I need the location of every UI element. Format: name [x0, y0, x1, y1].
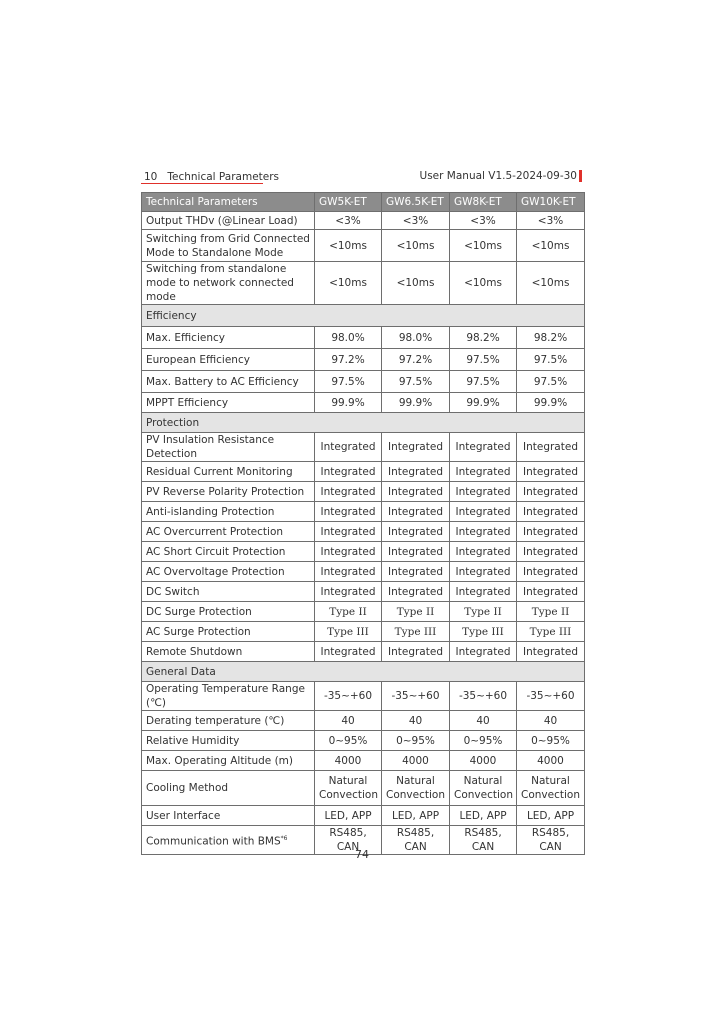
- parameter-name: [142, 371, 315, 393]
- parameter-name: [142, 751, 315, 771]
- parameter-label: AC Overvoltage Protection: [146, 565, 285, 578]
- parameter-value: Type III: [315, 622, 382, 642]
- section-row: [142, 662, 585, 682]
- parameter-name: [142, 562, 315, 582]
- parameter-label: Remote Shutdown: [146, 645, 243, 658]
- parameter-label: Operating Temperature Range (℃): [146, 683, 305, 709]
- parameter-name: [142, 462, 315, 482]
- table-row: [142, 806, 585, 826]
- parameter-value: <3%: [517, 212, 585, 230]
- table-row: [142, 230, 585, 262]
- parameter-value: Integrated: [315, 462, 382, 482]
- parameter-value: Integrated: [382, 522, 450, 542]
- table-row: [142, 327, 585, 349]
- parameter-label: Derating temperature (℃): [146, 714, 285, 727]
- parameter-value: 99.9%: [517, 393, 585, 413]
- parameter-value: 4000: [315, 751, 382, 771]
- manual-version: User Manual V1.5-2024-09-30: [419, 170, 577, 182]
- parameter-value: 4000: [517, 751, 585, 771]
- parameter-value: Natural Convection: [382, 771, 450, 806]
- column-header-gw10k: GW10K-ET: [517, 193, 585, 212]
- table-row: [142, 502, 585, 522]
- parameter-value: 97.5%: [517, 371, 585, 393]
- parameter-name: [142, 522, 315, 542]
- parameter-value: <3%: [382, 212, 450, 230]
- parameter-label: Switching from standalone mode to network connected mode: [146, 263, 294, 303]
- section-label: General Data: [142, 662, 585, 682]
- table-row: [142, 542, 585, 562]
- parameter-name: [142, 642, 315, 662]
- table-row: [142, 582, 585, 602]
- parameter-value: 98.2%: [517, 327, 585, 349]
- parameter-value: 99.9%: [315, 393, 382, 413]
- table-row: [142, 731, 585, 751]
- parameter-value: 97.5%: [450, 371, 517, 393]
- parameter-label: Output THDv (@Linear Load): [146, 214, 298, 227]
- table-row: [142, 262, 585, 305]
- parameter-label: Anti-islanding Protection: [146, 505, 275, 518]
- header-accent-bar: [579, 170, 582, 182]
- parameter-value: Integrated: [450, 542, 517, 562]
- parameter-value: <10ms: [315, 230, 382, 262]
- parameter-value: Integrated: [450, 522, 517, 542]
- parameter-name: [142, 731, 315, 751]
- parameter-name: [142, 771, 315, 806]
- parameter-value: Integrated: [450, 433, 517, 462]
- parameter-label: PV Insulation Resistance Detection: [146, 434, 275, 460]
- parameter-value: Integrated: [450, 502, 517, 522]
- parameter-value: <3%: [450, 212, 517, 230]
- parameter-value: Integrated: [382, 562, 450, 582]
- parameter-value: Integrated: [450, 462, 517, 482]
- parameter-name: [142, 327, 315, 349]
- parameter-value: -35~+60: [315, 682, 382, 711]
- parameter-value: Integrated: [450, 482, 517, 502]
- parameter-value: 4000: [382, 751, 450, 771]
- parameter-value: 97.2%: [382, 349, 450, 371]
- table-row: [142, 642, 585, 662]
- parameter-value: 99.9%: [382, 393, 450, 413]
- parameter-value: LED, APP: [450, 806, 517, 826]
- parameter-value: LED, APP: [517, 806, 585, 826]
- table-row: [142, 711, 585, 731]
- parameter-value: Type II: [450, 602, 517, 622]
- parameter-value: Integrated: [382, 642, 450, 662]
- parameter-label: PV Reverse Polarity Protection: [146, 485, 305, 498]
- parameter-value: Integrated: [382, 502, 450, 522]
- parameter-value: -35~+60: [382, 682, 450, 711]
- table-row: [142, 622, 585, 642]
- table-row: [142, 562, 585, 582]
- table-row: [142, 602, 585, 622]
- parameter-value: 0~95%: [315, 731, 382, 751]
- column-header-gw8k: GW8K-ET: [450, 193, 517, 212]
- parameter-value: 98.0%: [382, 327, 450, 349]
- parameter-value: 0~95%: [517, 731, 585, 751]
- table-row: [142, 482, 585, 502]
- table-row: [142, 349, 585, 371]
- parameter-value: <10ms: [382, 262, 450, 305]
- header-underline: [141, 183, 263, 184]
- parameter-label: DC Switch: [146, 585, 200, 598]
- parameter-value: <10ms: [450, 230, 517, 262]
- parameter-value: <10ms: [315, 262, 382, 305]
- technical-parameters-table: [141, 192, 585, 855]
- parameter-name: [142, 682, 315, 711]
- parameter-value: Type III: [450, 622, 517, 642]
- table-row: [142, 462, 585, 482]
- parameter-label: Cooling Method: [146, 782, 229, 794]
- table-row: [142, 682, 585, 711]
- table-row: [142, 751, 585, 771]
- section-title: Technical Parameters: [167, 171, 280, 183]
- parameter-value: <10ms: [517, 262, 585, 305]
- parameter-value: LED, APP: [315, 806, 382, 826]
- parameter-value: <10ms: [517, 230, 585, 262]
- parameter-value: Integrated: [517, 542, 585, 562]
- parameter-label: Max. Operating Altitude (m): [146, 754, 294, 767]
- table-header-row: [142, 193, 585, 212]
- parameter-value: <10ms: [382, 230, 450, 262]
- parameter-value: 97.5%: [517, 349, 585, 371]
- parameter-label: Max. Efficiency: [146, 331, 225, 344]
- table-row: [142, 771, 585, 806]
- parameter-name: [142, 349, 315, 371]
- parameter-value: Integrated: [382, 482, 450, 502]
- parameter-value: Integrated: [450, 642, 517, 662]
- parameter-value: Integrated: [315, 562, 382, 582]
- section-header: [144, 171, 279, 183]
- parameter-value: Integrated: [450, 562, 517, 582]
- table-row: [142, 522, 585, 542]
- parameter-value: Natural Convection: [517, 771, 585, 806]
- parameter-label: Relative Humidity: [146, 734, 240, 747]
- parameter-name: [142, 711, 315, 731]
- parameter-value: 0~95%: [382, 731, 450, 751]
- parameter-value: Integrated: [517, 433, 585, 462]
- manual-version-header: [420, 170, 582, 182]
- parameter-value: Integrated: [315, 542, 382, 562]
- parameter-name: [142, 542, 315, 562]
- parameter-label: AC Short Circuit Protection: [146, 545, 286, 558]
- parameter-value: Integrated: [517, 642, 585, 662]
- parameter-value: Integrated: [315, 433, 382, 462]
- parameter-label: Max. Battery to AC Efficiency: [146, 375, 299, 388]
- parameter-name: [142, 230, 315, 262]
- parameter-label: Residual Current Monitoring: [146, 465, 293, 478]
- parameter-value: Type II: [517, 602, 585, 622]
- parameter-name: [142, 502, 315, 522]
- parameter-value: Integrated: [382, 433, 450, 462]
- parameter-value: Integrated: [517, 582, 585, 602]
- parameter-name: [142, 393, 315, 413]
- parameter-name: [142, 622, 315, 642]
- parameter-value: -35~+60: [517, 682, 585, 711]
- parameter-value: 98.0%: [315, 327, 382, 349]
- parameter-value: Integrated: [517, 482, 585, 502]
- parameter-label: AC Surge Protection: [146, 625, 251, 638]
- parameter-value: Integrated: [450, 582, 517, 602]
- parameter-name: [142, 262, 315, 305]
- parameter-name: [142, 806, 315, 826]
- parameter-value: Integrated: [315, 482, 382, 502]
- section-row: [142, 413, 585, 433]
- parameter-value: RS485, CAN: [517, 826, 585, 855]
- column-header-gw5k: GW5K-ET: [315, 193, 382, 212]
- parameter-value: 40: [382, 711, 450, 731]
- parameter-value: RS485, CAN: [450, 826, 517, 855]
- parameter-name: [142, 582, 315, 602]
- section-label: Protection: [142, 413, 585, 433]
- parameter-label: European Efficiency: [146, 353, 250, 366]
- parameter-value: Type II: [382, 602, 450, 622]
- table-row: [142, 212, 585, 230]
- parameter-value: Integrated: [382, 462, 450, 482]
- parameter-label: AC Overcurrent Protection: [146, 525, 284, 538]
- parameter-value: RS485, CAN: [382, 826, 450, 855]
- parameter-value: Natural Convection: [315, 771, 382, 806]
- parameter-label: DC Surge Protection: [146, 605, 252, 618]
- parameter-value: 4000: [450, 751, 517, 771]
- parameter-value: 97.5%: [450, 349, 517, 371]
- parameter-value: <3%: [315, 212, 382, 230]
- parameter-value: Integrated: [517, 562, 585, 582]
- parameter-name: [142, 482, 315, 502]
- table-row: [142, 371, 585, 393]
- column-header: Technical Parameters: [142, 193, 315, 212]
- parameter-value: Integrated: [315, 642, 382, 662]
- table-body: [142, 212, 585, 855]
- page-number: 74: [355, 848, 369, 861]
- parameter-name: [142, 212, 315, 230]
- table-row: [142, 393, 585, 413]
- parameter-value: 98.2%: [450, 327, 517, 349]
- parameter-value: Integrated: [382, 582, 450, 602]
- parameter-value: 40: [315, 711, 382, 731]
- parameter-name: [142, 602, 315, 622]
- parameter-value: Type III: [517, 622, 585, 642]
- parameter-value: 97.2%: [315, 349, 382, 371]
- column-header-gw6-5k: GW6.5K-ET: [382, 193, 450, 212]
- parameter-value: Integrated: [315, 582, 382, 602]
- parameter-label: User Interface: [146, 809, 221, 822]
- parameter-value: Integrated: [517, 502, 585, 522]
- parameter-value: LED, APP: [382, 806, 450, 826]
- parameter-value: -35~+60: [450, 682, 517, 711]
- parameter-value: 40: [450, 711, 517, 731]
- section-label: Efficiency: [142, 305, 585, 327]
- section-row: [142, 305, 585, 327]
- parameter-value: RS485, CAN: [315, 826, 382, 855]
- parameter-value: 40: [517, 711, 585, 731]
- parameter-value: Type II: [315, 602, 382, 622]
- parameter-label: MPPT Efficiency: [146, 396, 229, 409]
- parameter-value: Integrated: [315, 502, 382, 522]
- section-number: 10: [144, 171, 158, 183]
- parameter-value: Integrated: [382, 542, 450, 562]
- table-row: [142, 433, 585, 462]
- parameter-value: Type III: [382, 622, 450, 642]
- parameter-value: Integrated: [517, 462, 585, 482]
- parameter-value: <10ms: [450, 262, 517, 305]
- parameter-value: 0~95%: [450, 731, 517, 751]
- parameter-value: Natural Convection: [450, 771, 517, 806]
- parameter-label: Switching from Grid Connected Mode to Standalone Mode: [146, 232, 310, 259]
- parameter-name: [142, 433, 315, 462]
- parameter-value: 99.9%: [450, 393, 517, 413]
- parameter-value: Integrated: [517, 522, 585, 542]
- footnote-marker: *6: [280, 834, 288, 842]
- parameter-value: 97.5%: [315, 371, 382, 393]
- parameter-value: 97.5%: [382, 371, 450, 393]
- parameter-value: Integrated: [315, 522, 382, 542]
- parameter-label: Communication with BMS: [146, 835, 281, 848]
